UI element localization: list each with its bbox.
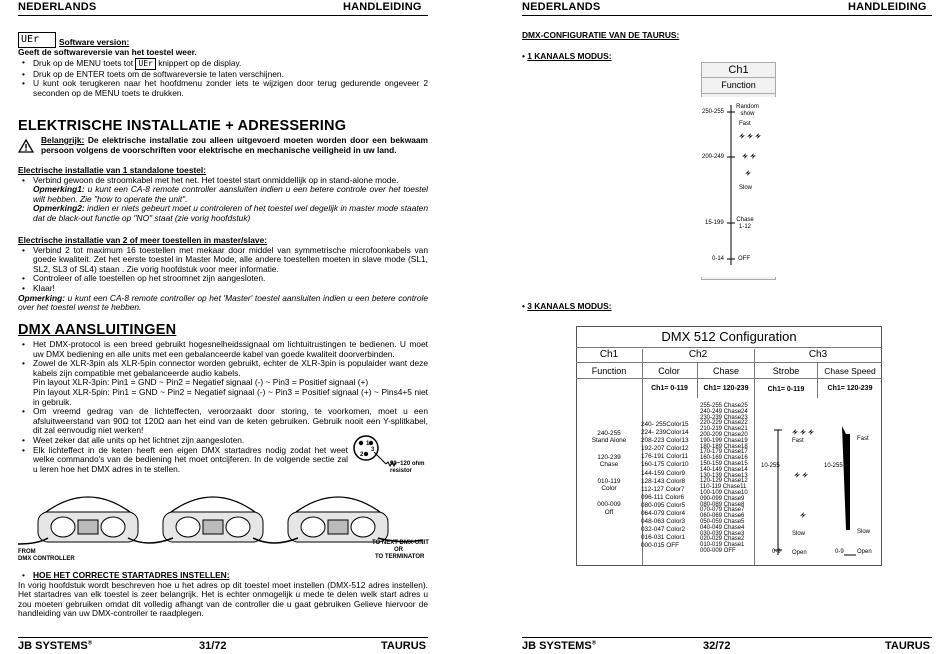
from-label: FROM	[18, 549, 36, 555]
cfg-strobe-range-2: 0-9	[772, 549, 781, 555]
chase-item: 020-029 Chase2	[700, 536, 745, 543]
or-label: OR	[394, 547, 403, 553]
cfg-speed-fast: Fast	[857, 436, 869, 442]
lightning-icon	[792, 429, 814, 435]
chase-item: 140-149 Chase14	[700, 466, 748, 473]
ch1-range-3: 15-199	[705, 220, 724, 226]
cfg-color-list	[641, 421, 699, 551]
xlr-connector-diagram	[352, 432, 432, 482]
note-2: Opmerking2: indien er niets gebeurt moet u controleren of het toestel wel degelijk in master mode staaten dat de black-out functie op "NO" staat (zie vorig hoofdstuk)	[33, 203, 428, 223]
cfg-vrule-4	[817, 362, 818, 398]
ch1-off: OFF	[738, 256, 750, 262]
ch1-range-2: 200-249	[702, 154, 725, 160]
cfg-sub-strobe: Ch1= 0-119	[767, 386, 805, 393]
lightning-icon	[745, 170, 751, 176]
color-item: 160-175 Color10	[641, 461, 689, 469]
cfg-speed-range-2: 0-9	[835, 549, 844, 555]
function-item: 010-119 Color	[597, 477, 621, 493]
resistor-label: 90~120 ohm	[390, 461, 425, 467]
ch1-chase: Chase 1-12	[736, 217, 754, 230]
lightning-icon	[800, 512, 806, 518]
right-footer-brand: JB SYSTEMS®	[522, 640, 597, 652]
to-terminator-label: TO TERMINATOR	[375, 554, 425, 560]
cfg-strobe-slow: Slow	[792, 531, 806, 537]
fixture-2-icon	[163, 497, 263, 542]
fixture-1-icon	[38, 497, 138, 542]
left-footer-page: 31/72	[199, 640, 227, 652]
color-item: 016-031 Color1	[641, 534, 686, 542]
list-item: • Controleer of alle toestellen op het stroomnet zijn aangesloten.	[22, 273, 266, 284]
ch1-slow: Slow	[739, 185, 753, 191]
from-controller-label: DMX CONTROLLER	[18, 556, 75, 562]
left-footer-rule	[18, 637, 428, 638]
lcd-inline-icon: UEr	[135, 58, 155, 70]
list-item: • U kunt ook terugkeren naar het hoofdmenu zonder iets te wijzigen door terug gedurende ongeveer 2 seconden op de MENU toets te drukken.	[22, 78, 428, 98]
right-footer-rule	[522, 637, 932, 638]
cfg-title: DMX 512 Configuration	[661, 329, 797, 344]
software-version-title: Software version:	[59, 37, 130, 48]
chase-item: 100-109 Chase10	[700, 489, 748, 496]
startadres-text: In vorig hoofdstuk wordt beschreven hoe u het adres op dit toestel moet instellen (DMX-512 adres instellen). Het startadres van elk toestel is zeer belangrijk. Het is echter onmogelijk u mede te delen welk start adres u zou moeten gebruiken omdat dit volledig afhangt van de controller die u gaat gebruiken Gelieve hiervoor de handleiding van uw DMX-controller te raadplegen.	[18, 579, 428, 619]
resistor-label-2: resistor	[390, 468, 413, 474]
chase-item: 255-255 Chase25	[700, 403, 748, 409]
chase-item: 050-059 Chase5	[700, 518, 745, 525]
chase-item: 210-219 Chase21	[700, 426, 748, 433]
color-item: 208-223 Color13	[641, 437, 689, 445]
right-header-manual: HANDLEIDING	[848, 1, 927, 13]
cfg-sub-speed: Ch1= 120-239	[827, 385, 873, 392]
chase-item: 150-159 Chase15	[700, 460, 748, 467]
chase-item: 190-199 Chase19	[700, 437, 748, 444]
left-footer-model: TAURUS	[381, 640, 427, 652]
chase-item: 230-239 Chase23	[700, 414, 748, 421]
left-footer-brand: JB SYSTEMS®	[18, 640, 93, 652]
list-item: • Verbind 2 tot maximum 16 toestellen met mekaar door middel van symmetrische microfoonkabels van goede kwaliteit. Zet het eerste toestel in Master Mode, alle andere toestellen moeten in slave mode (SL1, SL2, SL3 of SL4) staan . Zie vorig hoofdstuk voor meer informatie.	[22, 244, 428, 274]
left-header-language: NEDERLANDS	[18, 1, 97, 13]
color-item: 000-015 OFF	[641, 542, 680, 550]
color-item: 112-127 Color7	[641, 485, 685, 493]
dmx-config-title: DMX-CONFIGURATIE VAN DE TAURUS:	[522, 30, 680, 40]
master-slave-subtitle: Electrische installatie van 2 of meer toestellen in master/slave:	[18, 235, 268, 245]
cfg-h-color: Color	[658, 366, 680, 376]
function-item: 240-255 Stand Alone	[591, 430, 627, 445]
left-header-rule	[18, 15, 428, 16]
ch1-random-show: Random show	[736, 104, 759, 117]
cfg-strobe-open: Open	[792, 550, 807, 556]
list-item: • Druk op de ENTER toets om de softwareversie te laten verschijnen.	[22, 68, 284, 79]
chase-item: 040-049 Chase4	[700, 524, 745, 531]
cfg-rule-2	[576, 362, 882, 363]
elektrische-installatie-heading: ELEKTRISCHE INSTALLATIE + ADRESSERING	[18, 118, 347, 134]
pin-3-label: 3	[371, 447, 375, 453]
lightning-icon	[739, 133, 761, 139]
cfg-strobe-fast: Fast	[792, 438, 804, 444]
color-item: 048-063 Color3	[641, 518, 686, 526]
lightning-icon	[742, 153, 756, 159]
chase-item: 120-129 Chase12	[700, 478, 748, 485]
right-header-language: NEDERLANDS	[522, 1, 601, 13]
fixture-chain-diagram	[18, 482, 430, 564]
color-item: 144-159 Color9	[641, 469, 686, 477]
cfg-vrule-3	[697, 362, 698, 398]
chase-item: 030-039 Chase3	[700, 530, 745, 537]
cfg-speed-slow: Slow	[857, 529, 871, 535]
mode-1-channel: • 1 KANAALS MODUS:	[522, 51, 612, 61]
ch1-range-1: 250-255	[702, 109, 725, 115]
list-item: • Zowel de XLR-3pin als XLR-5pin connector worden gebruikt, echter de XLR-3pin is populaider want deze kabels zijn compatible met gebalanceerde audio kabels. Pin layout XLR-3pin: Pin1 = GND ~ Pin2 = Negatief signaal (-) ~ Pin3 = Positief signaal (+) Pin layout XLR-5pin: Pin1 = GND ~ Pin2 = Negatief signaal (-) ~ Pin3 = Positief signaal (+) ~ Pins4+5 niet in gebruik.	[22, 358, 428, 407]
startadres-section	[18, 571, 428, 619]
cfg-h-speed: Chase Speed	[824, 366, 876, 376]
master-slave-section	[18, 236, 428, 313]
note-master: Opmerking: u kunt een CA-8 remote controller op het 'Master' toestel aansluiten indien u een betere controle over het toestel wenst te hebben.	[18, 292, 428, 313]
cfg-chase-list	[700, 404, 756, 555]
ch1-func-rule	[701, 93, 776, 94]
chase-item: 110-119 Chase11	[700, 484, 747, 491]
startadres-title: HOE HET CORRECTE STARTADRES INSTELLEN:	[33, 570, 230, 580]
lightning-icon	[794, 472, 808, 478]
ch1-fast: Fast	[739, 121, 751, 127]
cfg-rule-1	[576, 347, 882, 348]
chase-item: 000-009 OFF	[700, 547, 736, 554]
chase-item: 170-179 Chase17	[700, 449, 748, 456]
standalone-section	[18, 166, 428, 224]
list-item: • Om vreemd gedrag van de lichteffecten, veroorzaakt door storing, te voorkomen, moet u een afsluitweerstand van 90Ω tot 120Ω aan het eind van de keten gebruiken. Gebruik nooit een Y-splitkabel, dit zal eenvoudig niet werken!	[22, 406, 428, 436]
chase-speed-wedge	[842, 426, 850, 530]
cfg-h-chase: Chase	[712, 366, 739, 376]
to-next-label: TO NEXT DMX-UNIT	[372, 540, 429, 546]
list-item: • Verbind gewoon de stroomkabel met het net. Het toestel start onmiddellijk op in stand-alone mode.	[22, 174, 399, 185]
fixture-3-icon	[288, 497, 388, 542]
color-item: 240- 255Color15	[641, 421, 689, 428]
color-item: 128-143 Color8	[641, 477, 686, 485]
note-1: Opmerking1: u kunt een CA-8 remote controller aansluiten indien u een betere controle over het toestel wilt hebben. Zie "how to operate the unit".	[33, 184, 428, 204]
cfg-sub-chase: Ch1= 120-239	[703, 385, 749, 392]
pin-2-label: 2	[360, 452, 364, 458]
cfg-ch3-scales	[756, 400, 882, 565]
cfg-speed-open: Open	[857, 549, 872, 555]
right-footer-model: TAURUS	[885, 640, 931, 652]
chase-item: 180-189 Chase18	[700, 443, 748, 450]
right-header-rule	[522, 15, 932, 16]
function-item: 000-009 Off	[597, 501, 621, 516]
ch1-range-4: 0-14	[712, 256, 725, 262]
ch1-head-rule	[701, 77, 776, 78]
cfg-strobe-range-1: 10-255	[761, 463, 780, 469]
color-item: 176-191 Color11	[641, 453, 689, 461]
list-item: • Klaar!	[22, 282, 55, 293]
ch1-head: Ch1	[728, 64, 749, 76]
color-item: 032-047 Color2	[641, 526, 686, 534]
list-item: • Druk op de MENU toets tot UEr knippert op de display.	[22, 56, 242, 68]
chase-item: 130-139 Chase13	[700, 472, 748, 479]
color-item: 096-111 Color6	[641, 493, 685, 501]
list-item: • HOE HET CORRECTE STARTADRES INSTELLEN:	[18, 571, 428, 581]
warning-text: Belangrijk: De elektrische installatie zou alleen uitgevoerd moeten worden door een bekwaam persoon volgens de voorschriften voor elektrische en mechanische veiligheid in uw land.	[41, 135, 428, 155]
color-item: 080-095 Color5	[641, 501, 686, 509]
chase-item: 220-229 Chase22	[700, 420, 748, 427]
right-footer-page: 32/72	[703, 640, 731, 652]
cfg-h-ch2: Ch2	[688, 349, 708, 360]
chase-item: 160-169 Chase16	[700, 455, 748, 462]
list-item: • Weet zeker dat alle units op het lichtnet zijn aangesloten.	[22, 434, 245, 445]
color-item: 064-079 Color4	[641, 510, 686, 518]
pin-1-label: 1	[366, 441, 370, 447]
cfg-h-func: Function	[591, 366, 627, 376]
list-item: • Elk lichteffect in de keten heeft een eigen DMX startadres nodig zodat het weet welke commando's van de bediening het moet ontcijferen. In de volgende sectie zal u leren hoe het DMX adres in te stellen.	[22, 444, 348, 474]
cfg-rule-3	[576, 378, 882, 379]
cfg-function-list	[582, 430, 636, 525]
ch1-func: Function	[721, 80, 756, 90]
chase-item: 010-019 Chase1	[700, 542, 745, 549]
function-item: 120-239 Chase	[597, 453, 621, 469]
chase-item: 080-089 Chase8	[700, 501, 745, 508]
cfg-speed-range-1: 10-255	[824, 463, 843, 469]
chase-item: 240-249 Chase24	[700, 408, 748, 415]
cfg-h-ch1: Ch1	[599, 349, 619, 360]
mode-3-channel: • 3 KANAALS MODUS:	[522, 301, 612, 311]
chase-item: 090-099 Chase9	[700, 495, 745, 502]
dmx-aansluitingen-heading: DMX AANSLUITINGEN	[18, 322, 177, 338]
software-version-section	[18, 32, 428, 98]
cfg-h-ch3: Ch3	[808, 349, 828, 360]
color-item: 224- 239Color14	[641, 429, 689, 437]
left-header-manual: HANDLEIDING	[343, 1, 422, 13]
lcd-display-icon: UEr	[18, 32, 56, 48]
list-item: • Het DMX-protocol is een breed gebruikt hogesnelheidssignaal om lichtuitrustingen te bedienen. U moet uw DMX bediening en alle units met een gebalanceerde kabel van goede kwaliteit doorverbinden.	[22, 339, 428, 359]
software-version-subtitle: Geeft de softwareversie van het toestel weer.	[18, 47, 197, 57]
warning-triangle-icon	[18, 139, 34, 153]
chase-item: 200-209 Chase20	[700, 431, 748, 438]
cfg-sub-color: Ch1= 0-119	[651, 385, 688, 392]
cfg-h-strobe: Strobe	[772, 366, 800, 376]
standalone-subtitle: Electrische installatie van 1 standalone toestel:	[18, 165, 207, 175]
chase-item: 070-079 Chase7	[700, 507, 745, 514]
chase-item: 060-069 Chase6	[700, 513, 745, 520]
color-item: 192-207 Color12	[641, 445, 689, 453]
